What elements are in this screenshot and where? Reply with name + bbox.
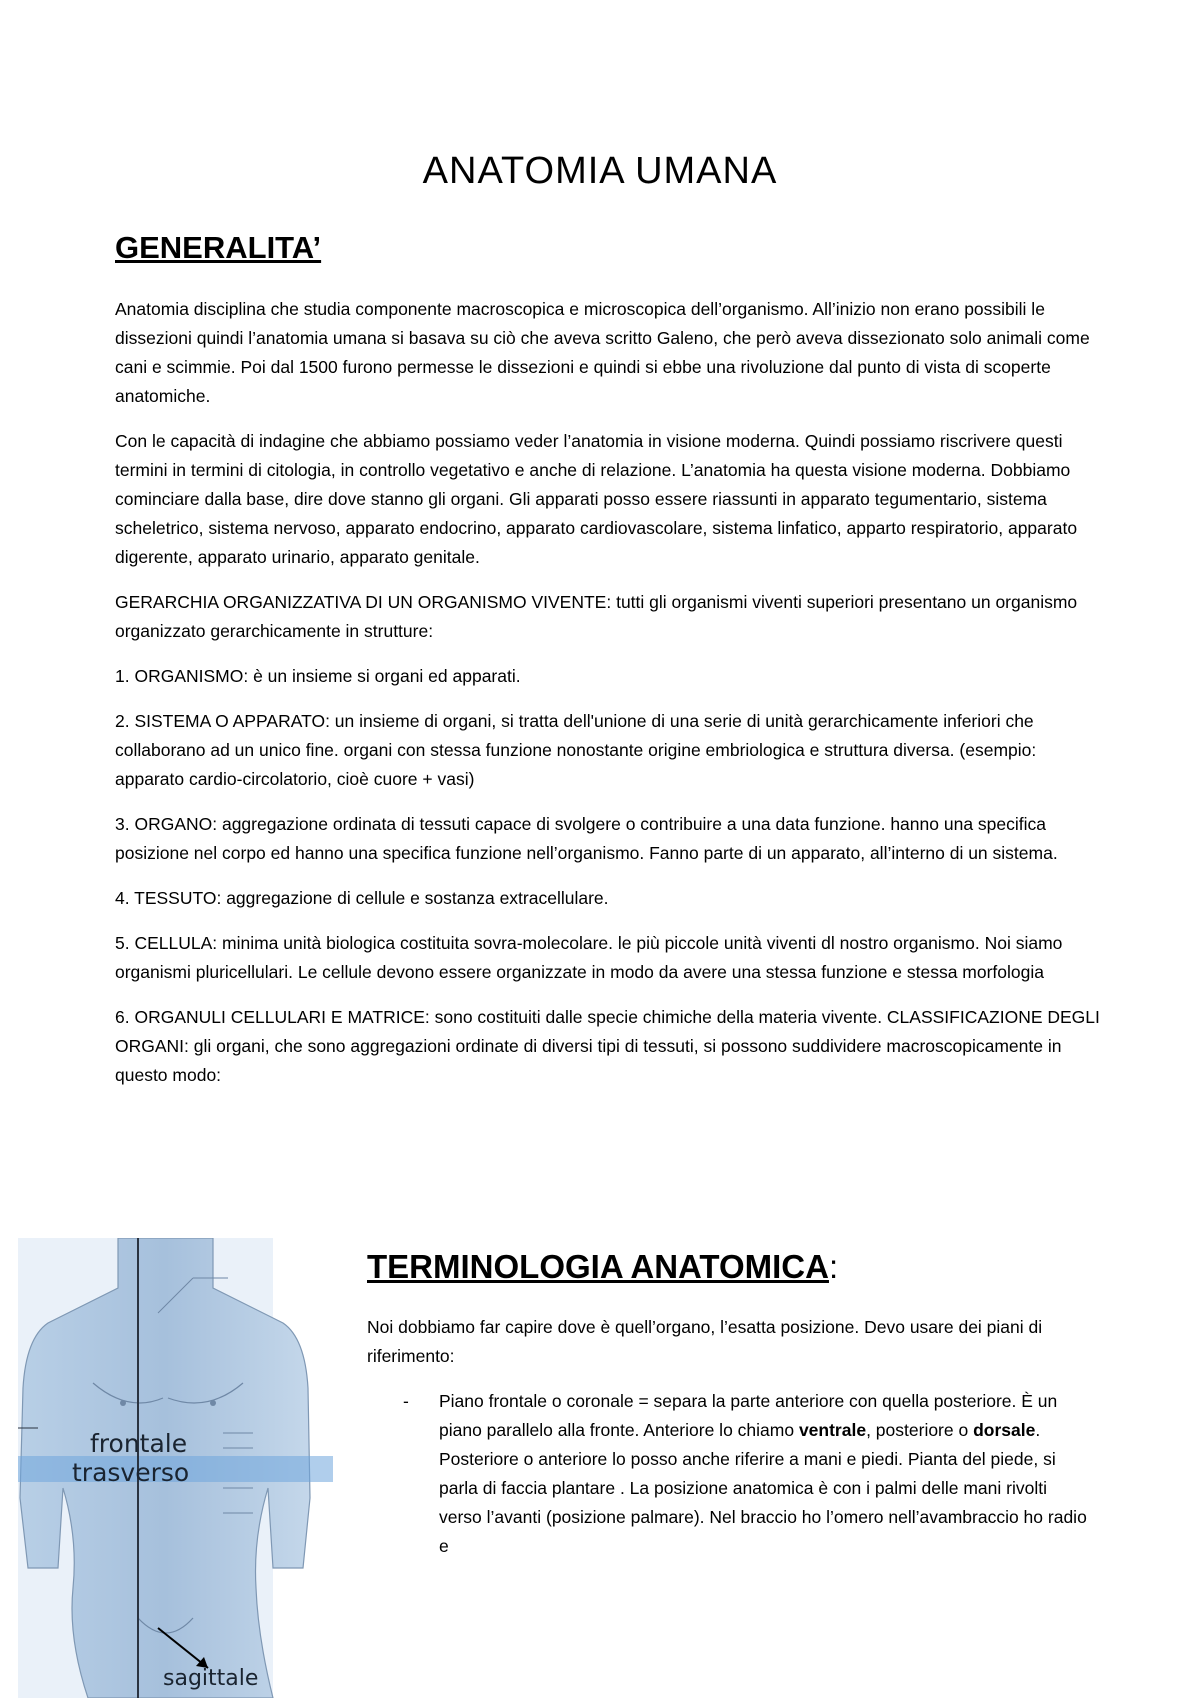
label-sagittale: sagittale (163, 1666, 259, 1691)
anatomical-planes-figure (18, 1238, 333, 1698)
bold-ventrale: ventrale (798, 1420, 867, 1440)
bullet-text: , posteriore o (866, 1420, 974, 1440)
paragraph: 6. ORGANULI CELLULARI E MATRICE: sono costituiti dalle specie chimiche della materia vivente. CLASSIFICAZIONE DEGLI ORGANI: gli organi, che sono aggregazioni ordinate di diversi tipi di tessuti, si possono suddividere macroscopicamente in questo modo: (115, 1007, 1100, 1085)
generalita-text (115, 295, 1100, 1106)
paragraph: 1. ORGANISMO: è un insieme si organi ed apparati. (115, 666, 521, 686)
bullet-text: . Posteriore o anteriore lo posso anche riferire a mani e piedi. Pianta del piede, si parla di faccia plantare . La posizione anatomica è con i palmi delle mani rivolti verso l’avanti (posizione palmare). Nel braccio ho l’omero nell’avambraccio ho radio e (439, 1420, 1087, 1556)
heading-colon: : (828, 1248, 839, 1285)
label-frontale: frontale (90, 1429, 188, 1458)
paragraph: 2. SISTEMA O APPARATO: un insieme di organi, si tratta dell'unione di una serie di unità gerarchicamente inferiori che collaborano ad un unico fine. organi con stessa funzione nonostante origine embriologica e struttura diversa. (esempio: apparato cardio-circolatorio, cioè cuore + vasi) (115, 711, 1037, 789)
document-title: ANATOMIA UMANA (422, 150, 778, 192)
paragraph: 4. TESSUTO: aggregazione di cellule e sostanza extracellulare. (115, 888, 609, 908)
label-trasverso: trasverso (72, 1458, 190, 1487)
paragraph: 3. ORGANO: aggregazione ordinata di tessuti capace di svolgere o contribuire a una data funzione. hanno una specifica posizione nel corpo ed hanno una specifica funzione nell’organismo. Fanno parte di un apparato, all’interno di un sistema. (115, 814, 1058, 863)
bold-dorsale: dorsale (973, 1420, 1036, 1440)
paragraph: Anatomia disciplina che studia componente macroscopica e microscopica dell’organismo. All’inizio non erano possibili le dissezioni quindi l’anatomia umana si basava su ciò che aveva scritto Galeno, che però aveva dissezionato solo animali come cani e scimmie. Poi dal 1500 furono permesse le dissezioni e quindi si ebbe una rivoluzione dal punto di vista di scoperte anatomiche. (115, 299, 1090, 406)
paragraph: GERARCHIA ORGANIZZATIVA DI UN ORGANISMO VIVENTE: tutti gli organismi viventi superiori presentano un organismo organizzato gerarchicamente in strutture: (115, 592, 1078, 641)
list-item (367, 1387, 1087, 1561)
bullet-text: Piano frontale o coronale = separa la parte anteriore con quella posteriore. È un piano parallelo alla fronte. Anteriore lo chiamo (439, 1391, 1058, 1440)
heading-generalita: GENERALITA’ (115, 230, 322, 265)
paragraph: Con le capacità di indagine che abbiamo possiamo veder l’anatomia in visione moderna. Quindi possiamo riscrivere questi termini in termini di citologia, in controllo vegetativo e anche di relazione. L’anatomia ha questa visione moderna. Dobbiamo cominciare dalla base, dire dove stanno gli organi. Gli apparati posso essere riassunti in apparato tegumentario, sistema scheletrico, sistema nervoso, apparato endocrino, apparato cardiovascolare, sistema linfatico, apparto respiratorio, apparato digerente, apparato urinario, apparato genitale. (115, 431, 1078, 567)
paragraph: 5. CELLULA: minima unità biologica costituita sovra-molecolare. le più piccole unità viventi dl nostro organismo. Noi siamo organismi pluricellulari. Le cellule devono essere organizzate in modo da avere una stessa funzione e stessa morfologia (115, 933, 1063, 982)
heading-terminologia-text: TERMINOLOGIA ANATOMICA (367, 1248, 829, 1285)
bullet-marker: - (403, 1391, 409, 1411)
paragraph: Noi dobbiamo far capire dove è quell’organo, l’esatta posizione. Devo usare dei piani di riferimento: (367, 1317, 1043, 1366)
terminologia-text (367, 1313, 1087, 1561)
heading-terminologia (367, 1248, 838, 1286)
